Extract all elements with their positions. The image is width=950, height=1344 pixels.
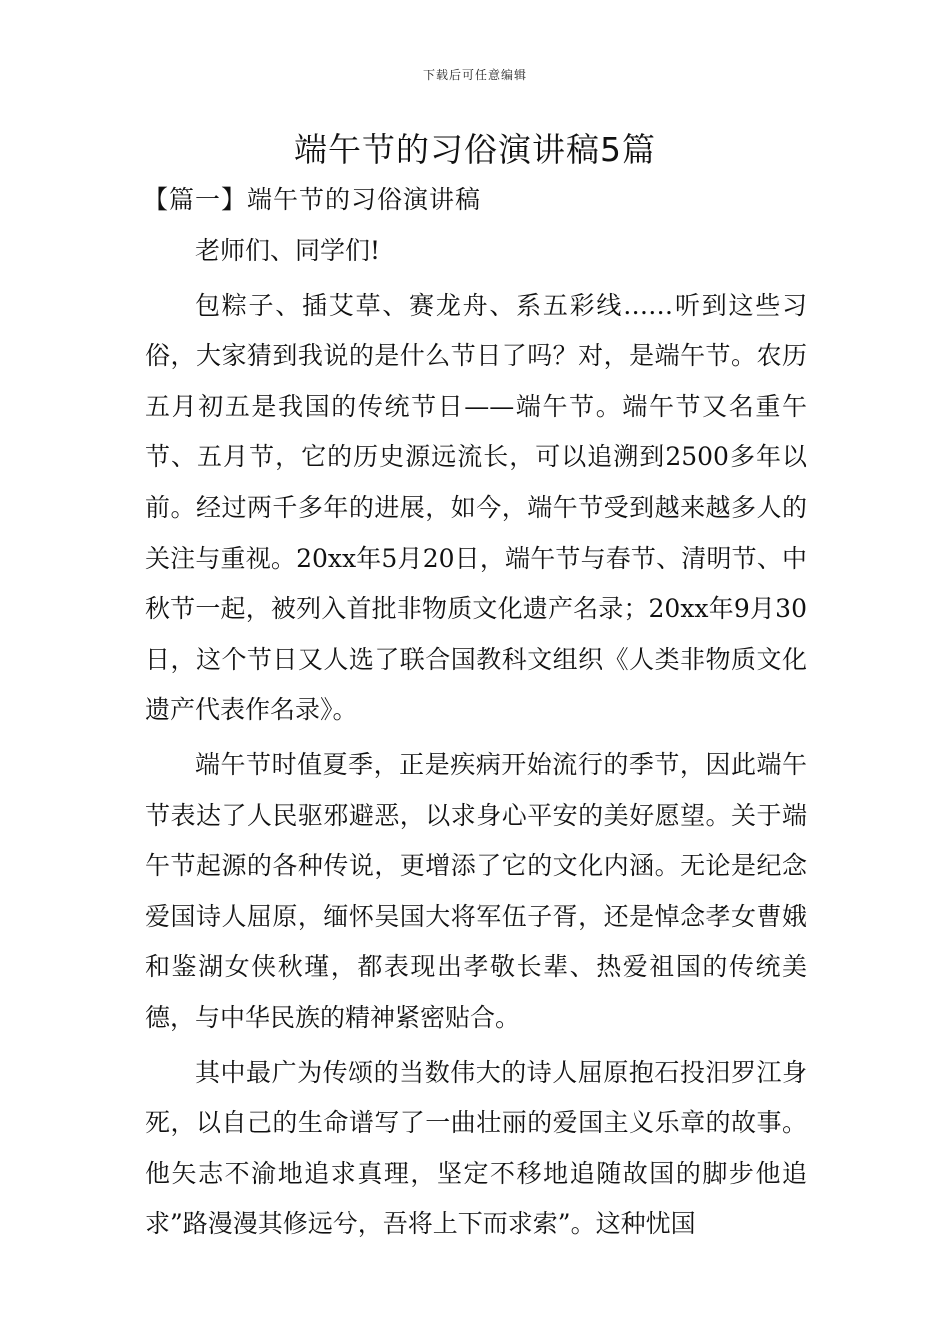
paragraph-quyuan: 其中最广为传颂的当数伟大的诗人屈原抱石投汨罗江身死，以自己的生命谱写了一曲壮丽的爱国主义乐章的故事。他矢志不渝地追求真理，坚定不移地追随故国的脚步他追求”路漫漫其修远兮，吾将上下而求索”。这种忧国 [145,1057,807,1239]
body-text [145,226,807,1250]
header-note: 下载后可任意编辑 [422,68,527,82]
paragraph-meaning: 端午节时值夏季，正是疾病开始流行的季节，因此端午节表达了人民驱邪避恶，以求身心平安的美好愿望。关于端午节起源的各种传说，更增添了它的文化内涵。无论是纪念爱国诗人屈原，缅怀吴国大将军伍子胥，还是悼念孝女曹娥和鉴湖女侠秋瑾，都表现出孝敬长辈、热爱祖国的传统美德，与中华民族的精神紧密贴合。 [145,749,807,1032]
page-title: 端午节的习俗演讲稿5篇 [294,130,656,169]
greeting-paragraph: 老师们、同学们! [195,236,381,265]
paragraph-customs: 包粽子、插艾草、赛龙舟、系五彩线……听到这些习俗，大家猜到我说的是什么节日了吗？对，是端午节。农历五月初五是我国的传统节日——端午节。端午节又名重午节、五月节，它的历史源远流长，可以追溯到2500多年以前。经过两千多年的进展，如今，端午节受到越来越多人的关注与重视。20xx年5月20日，端午节与春节、清明节、中秋节一起，被列入首批非物质文化遗产名录；20xx年9月30日，这个节日又人选了联合国教科文组织《人类非物质文化遗产代表作名录》。 [145,290,807,725]
section-heading: 【篇一】端午节的习俗演讲稿 [143,185,482,214]
